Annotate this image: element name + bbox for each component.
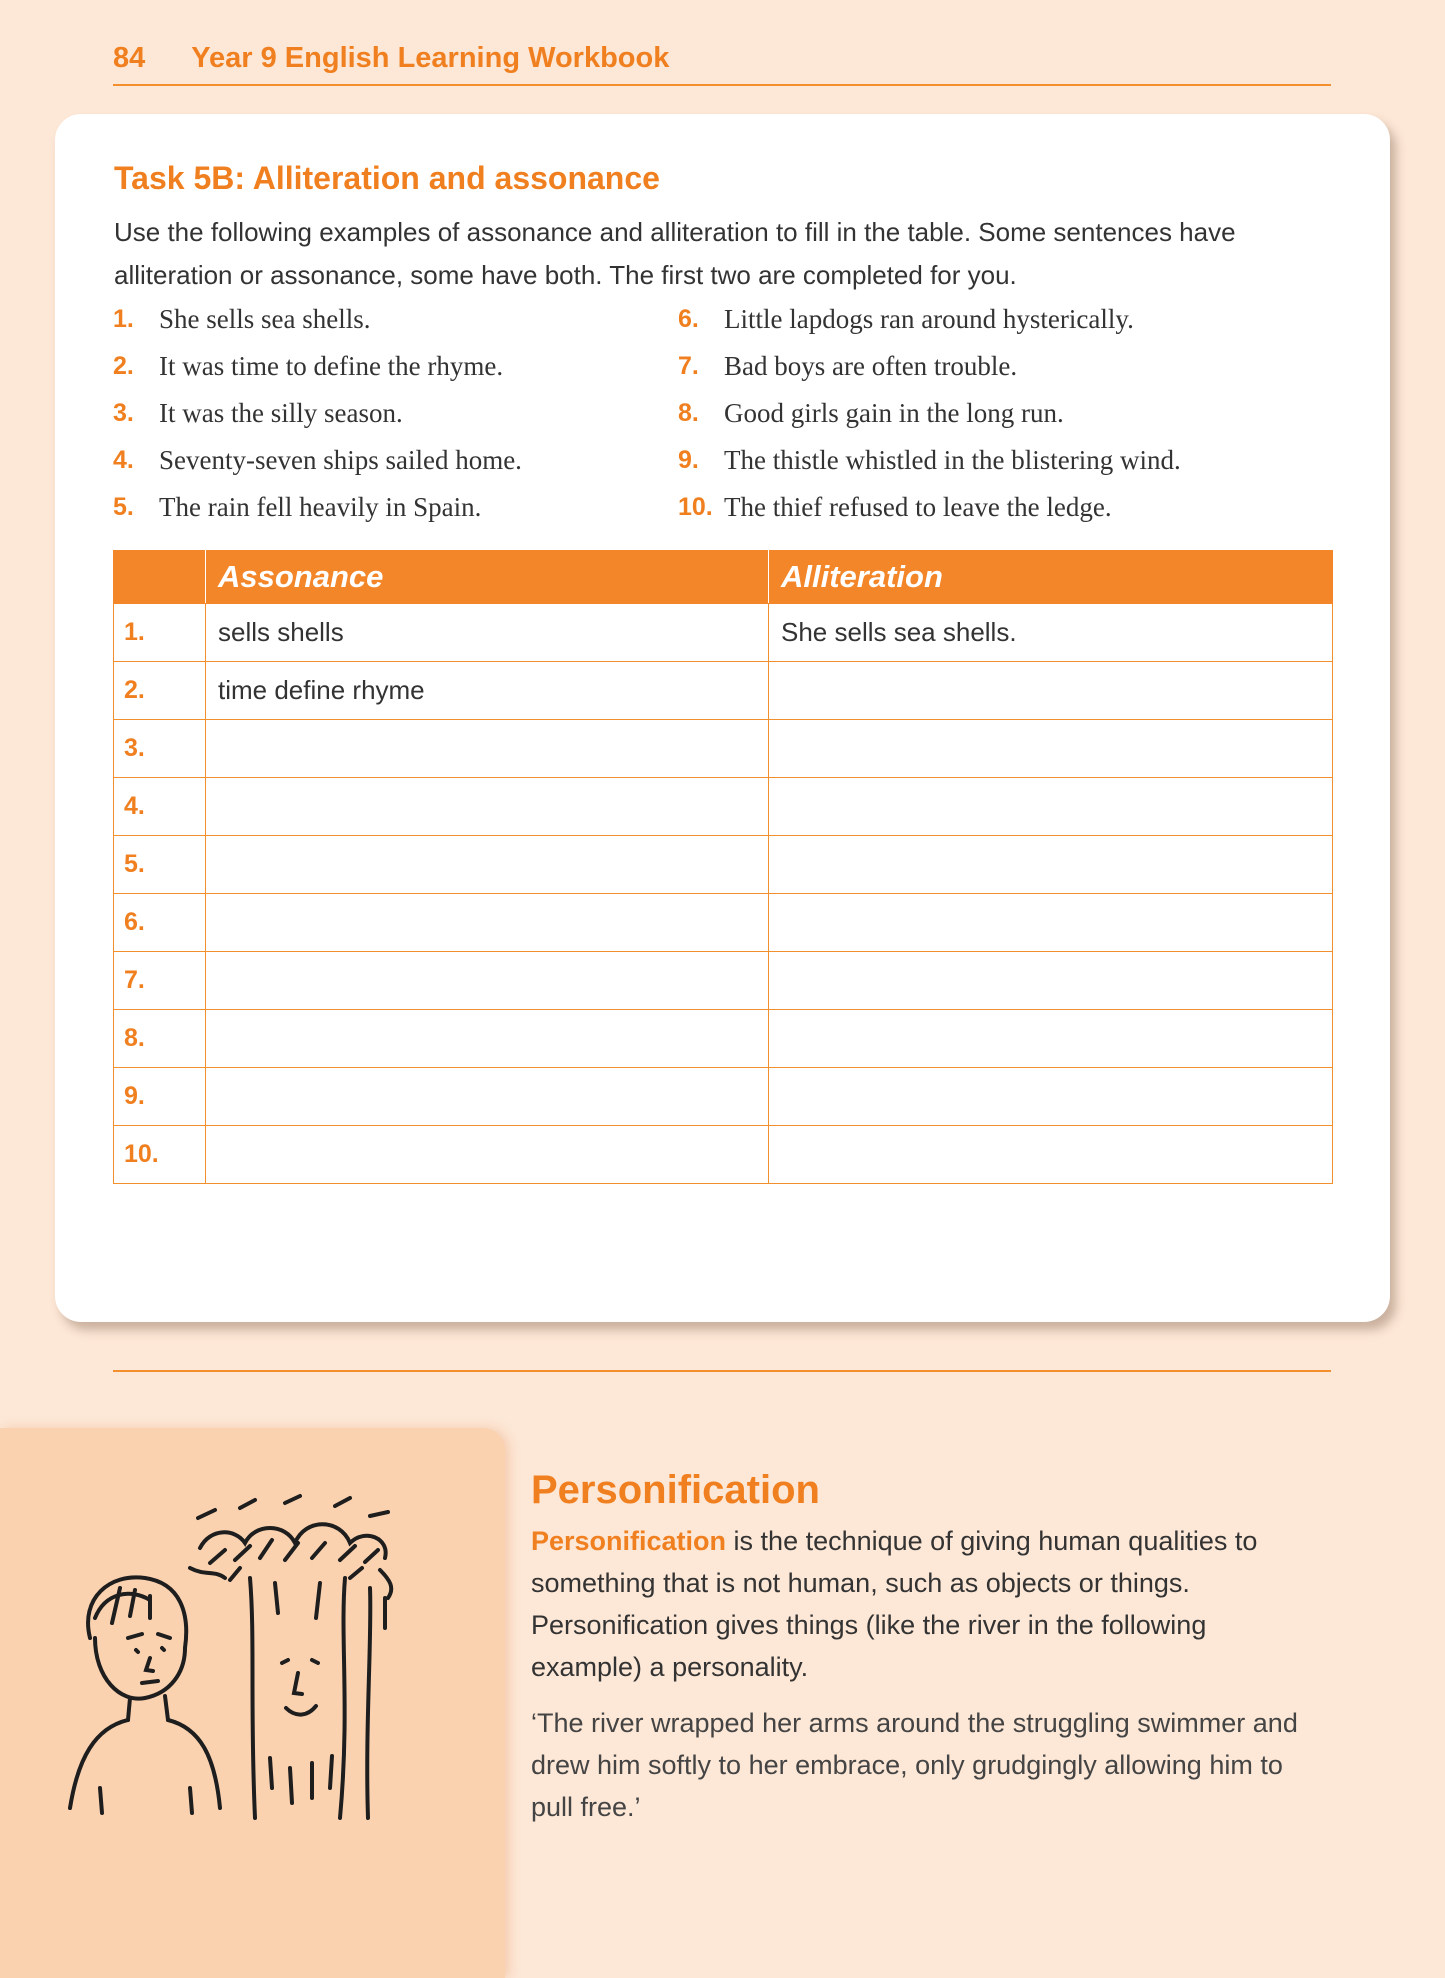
example-number: 2. <box>113 352 134 380</box>
row-number: 1. <box>114 604 206 662</box>
assonance-cell[interactable]: sells shells <box>206 604 769 662</box>
example-item <box>678 437 1353 484</box>
example-item <box>113 296 678 343</box>
row-number: 10. <box>114 1126 206 1184</box>
example-number: 4. <box>113 446 134 474</box>
example-number: 10. <box>678 493 713 521</box>
alliteration-cell[interactable] <box>769 662 1333 720</box>
illustration-panel <box>0 1428 505 1978</box>
row-number: 9. <box>114 1068 206 1126</box>
example-item <box>678 343 1353 390</box>
example-text: It was the silly season. <box>159 398 403 428</box>
example-number: 7. <box>678 352 699 380</box>
page-header <box>113 32 1331 86</box>
table-row <box>114 1068 1333 1126</box>
row-number: 3. <box>114 720 206 778</box>
assonance-cell[interactable] <box>206 1010 769 1068</box>
alliteration-cell[interactable] <box>769 778 1333 836</box>
task-card <box>55 114 1390 1322</box>
assonance-cell[interactable] <box>206 1068 769 1126</box>
example-number: 9. <box>678 446 699 474</box>
table-row <box>114 604 1333 662</box>
example-number: 6. <box>678 305 699 333</box>
example-number: 3. <box>113 399 134 427</box>
alliteration-cell[interactable] <box>769 1126 1333 1184</box>
table-header-row <box>114 551 1333 604</box>
example-text: Little lapdogs ran around hysterically. <box>724 304 1134 334</box>
alliteration-cell[interactable] <box>769 894 1333 952</box>
row-number: 2. <box>114 662 206 720</box>
example-text: It was time to define the rhyme. <box>159 351 504 381</box>
assonance-cell[interactable] <box>206 1126 769 1184</box>
row-number: 7. <box>114 952 206 1010</box>
table-row <box>114 1010 1333 1068</box>
alliteration-cell[interactable] <box>769 836 1333 894</box>
assonance-cell[interactable] <box>206 778 769 836</box>
example-number: 1. <box>113 305 134 333</box>
page-number: 84 <box>113 41 146 74</box>
table-row <box>114 778 1333 836</box>
table-header-alliteration: Alliteration <box>769 551 1333 604</box>
table-row <box>114 952 1333 1010</box>
example-text: Bad boys are often trouble. <box>724 351 1018 381</box>
example-text: Good girls gain in the long run. <box>724 398 1064 428</box>
example-item <box>113 390 678 437</box>
example-item <box>113 343 678 390</box>
personification-keyword: Personification <box>531 1526 727 1556</box>
table-row <box>114 1126 1333 1184</box>
example-text: The thief refused to leave the ledge. <box>724 492 1112 522</box>
example-text: The rain fell heavily in Spain. <box>159 492 482 522</box>
table-header-blank <box>114 551 206 604</box>
alliteration-cell[interactable] <box>769 1068 1333 1126</box>
alliteration-cell[interactable] <box>769 1010 1333 1068</box>
personification-title: Personification <box>531 1468 820 1512</box>
assonance-cell[interactable]: time define rhyme <box>206 662 769 720</box>
assonance-cell[interactable] <box>206 720 769 778</box>
table-header-assonance: Assonance <box>206 551 769 604</box>
assonance-cell[interactable] <box>206 952 769 1010</box>
row-number: 6. <box>114 894 206 952</box>
task-title: Task 5B: Alliteration and assonance <box>114 160 660 196</box>
row-number: 5. <box>114 836 206 894</box>
row-number: 8. <box>114 1010 206 1068</box>
example-item <box>113 484 678 531</box>
examples-list <box>113 296 1353 531</box>
example-text: The thistle whistled in the blistering wind. <box>724 445 1181 475</box>
personification-definition <box>531 1520 1321 1688</box>
example-item <box>113 437 678 484</box>
person-and-tree-illustration-icon <box>50 1488 470 1828</box>
example-text: Seventy-seven ships sailed home. <box>159 445 522 475</box>
row-number: 4. <box>114 778 206 836</box>
table-row <box>114 836 1333 894</box>
answer-table <box>113 550 1333 1184</box>
example-number: 5. <box>113 493 134 521</box>
table-row <box>114 662 1333 720</box>
alliteration-cell[interactable]: She sells sea shells. <box>769 604 1333 662</box>
section-divider <box>113 1370 1331 1372</box>
example-item <box>678 390 1353 437</box>
assonance-cell[interactable] <box>206 894 769 952</box>
assonance-cell[interactable] <box>206 836 769 894</box>
book-title: Year 9 English Learning Workbook <box>191 41 670 74</box>
alliteration-cell[interactable] <box>769 720 1333 778</box>
example-item <box>678 484 1353 531</box>
alliteration-cell[interactable] <box>769 952 1333 1010</box>
personification-quote: ‘The river wrapped her arms around the struggling swimmer and drew him softly to her embrace, only grudgingly allowing him to pull free.’ <box>531 1708 1298 1822</box>
personification-definition-text: is the technique of giving human qualities to something that is not human, such as objects or things. Personification gives things (like the river in the following example) a personality. <box>531 1526 1258 1682</box>
table-row <box>114 894 1333 952</box>
table-row <box>114 720 1333 778</box>
task-instructions: Use the following examples of assonance and alliteration to fill in the table. Some sentences have alliteration or assonance, some have both. The first two are completed for you. <box>114 217 1236 290</box>
example-number: 8. <box>678 399 699 427</box>
example-item <box>678 296 1353 343</box>
example-text: She sells sea shells. <box>159 304 371 334</box>
